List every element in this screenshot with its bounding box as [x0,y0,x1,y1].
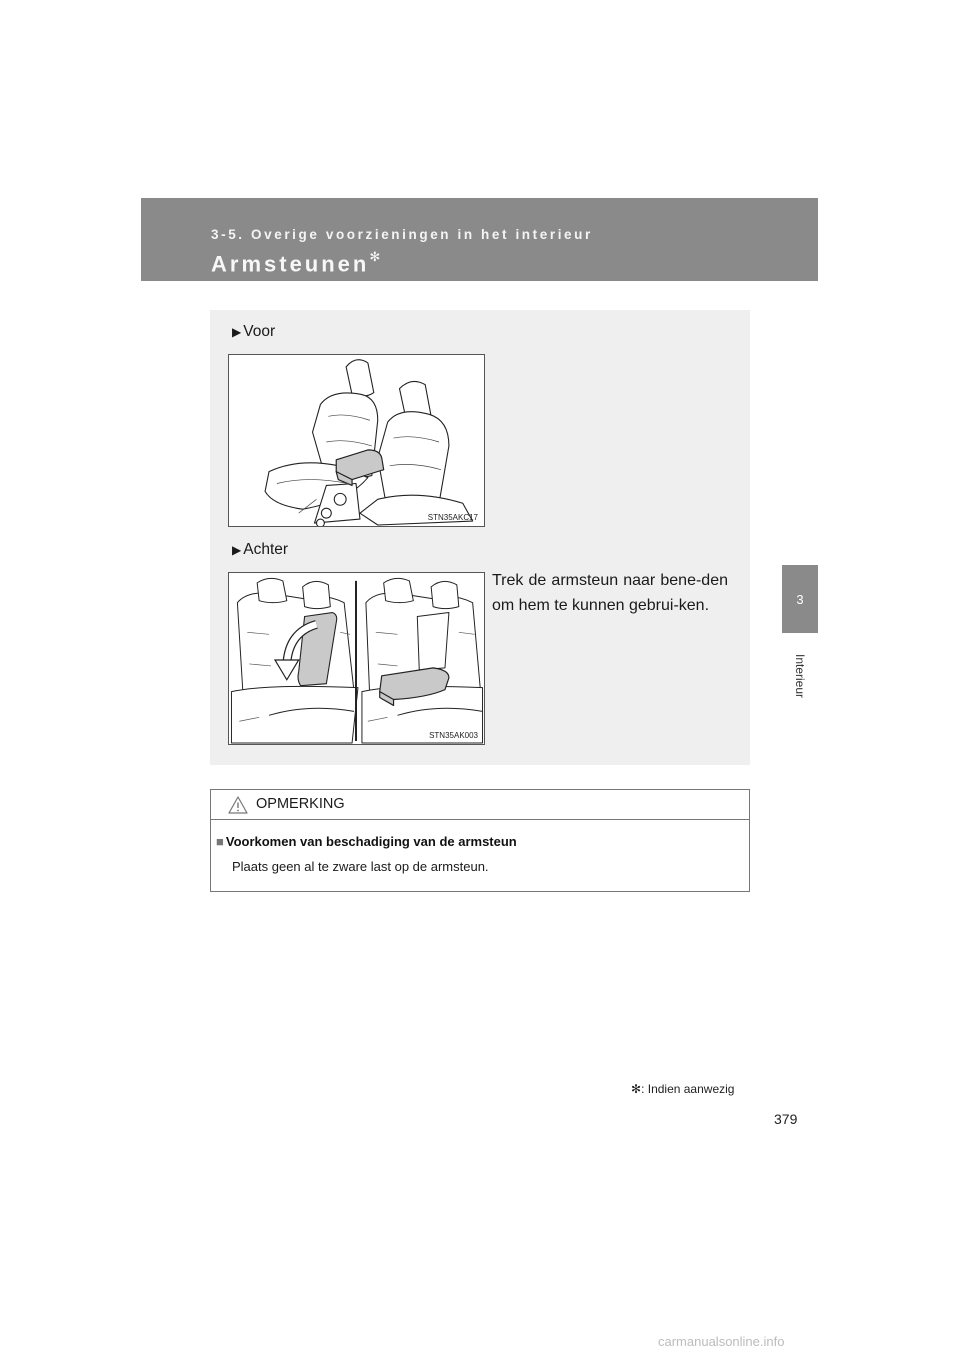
section-label: 3-5. Overige voorzieningen in het interieur [211,227,593,242]
instruction-text: Trek de armsteun naar bene-den om hem te kunnen gebrui-ken. [492,572,728,614]
front-figure-code: STN35AKC17 [427,513,478,522]
rear-heading-text: Achter [243,541,289,558]
notice-box [210,789,750,892]
page-number: 379 [774,1111,798,1127]
play-triangle-icon: ▶ [232,543,242,557]
front-heading-text: Voor [243,323,276,340]
front-armrest-figure [228,354,485,527]
footnote-text: : Indien aanwezig [641,1082,735,1096]
footnote [631,1082,734,1096]
asterisk-icon: ✻ [631,1082,642,1096]
content-box [210,310,750,765]
chapter-tab[interactable] [782,565,818,633]
header-band [141,198,818,281]
notice-item-title [216,834,517,849]
watermark[interactable]: carmanualsonline.info [658,1334,785,1349]
play-triangle-icon: ▶ [232,325,242,339]
warning-triangle-icon [228,796,248,814]
notice-label: OPMERKING [256,796,345,812]
notice-item-title-text: Voorkomen van beschadiging van de armsteun [225,834,517,849]
chapter-number: 3 [796,591,804,607]
front-seats-illustration [229,355,484,526]
chapter-label-text: Interieur [793,653,807,699]
notice-header [211,790,749,820]
front-heading [232,323,275,341]
square-bullet-icon: ■ [216,834,224,849]
page-title-text: Armsteunen [211,251,370,277]
page-title [211,251,380,277]
rear-armrest-figure [228,572,485,745]
rear-heading [232,541,288,559]
rear-figure-code: STN35AK003 [429,731,478,740]
notice-item-text: Plaats geen al te zware last op de armsteun. [232,859,489,874]
chapter-label [782,636,818,716]
asterisk-icon: ✻ [369,249,381,264]
rear-seat-illustration [229,573,484,744]
